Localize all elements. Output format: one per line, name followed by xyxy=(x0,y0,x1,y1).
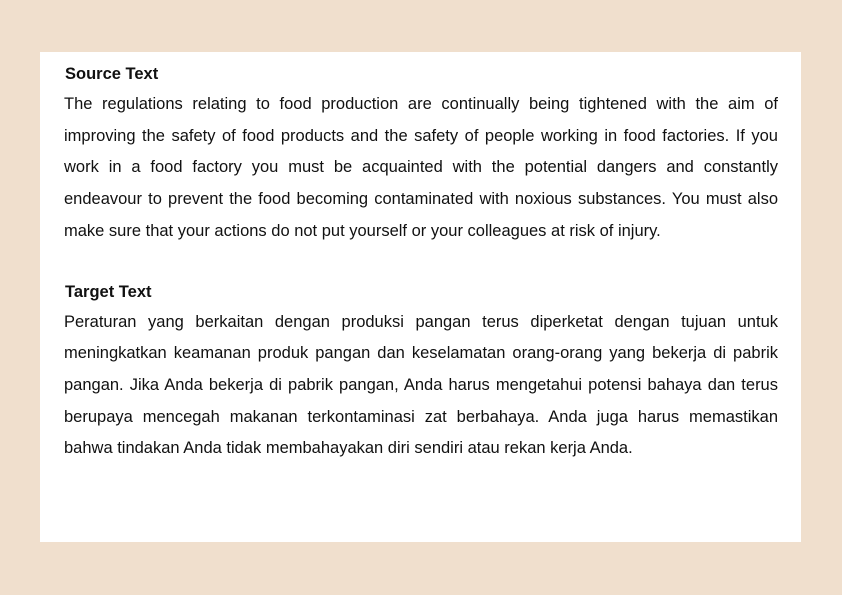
translation-panel xyxy=(40,52,801,542)
source-body: The regulations relating to food production are continually being tightened with the aim of improving the safety of food products and the safety of people working in food factories. If you work in a food factory you must be acquainted with the potential dangers and constantly endeavour to prevent the food becoming contaminated with noxious substances. You must also make sure that your actions do not put yourself or your colleagues at risk of injury. xyxy=(64,95,778,240)
source-title: Source Text xyxy=(65,65,159,83)
target-title: Target Text xyxy=(65,282,152,301)
source-section xyxy=(64,63,778,248)
section-spacer xyxy=(64,248,778,281)
target-body: Peraturan yang berkaitan dengan produksi pangan terus diperketat dengan tujuan untuk meningkatkan keamanan produk pangan dan keselamatan orang-orang yang bekerja di pabrik pangan. Jika Anda bekerja di pabrik pangan, Anda harus mengetahui potensi bahaya dan terus berupaya mencegah makanan terkontaminasi zat berbahaya. Anda juga harus memastikan bahwa tindakan Anda tidak membahayakan diri sendiri atau rekan kerja Anda. xyxy=(64,312,778,458)
target-section xyxy=(64,281,778,466)
